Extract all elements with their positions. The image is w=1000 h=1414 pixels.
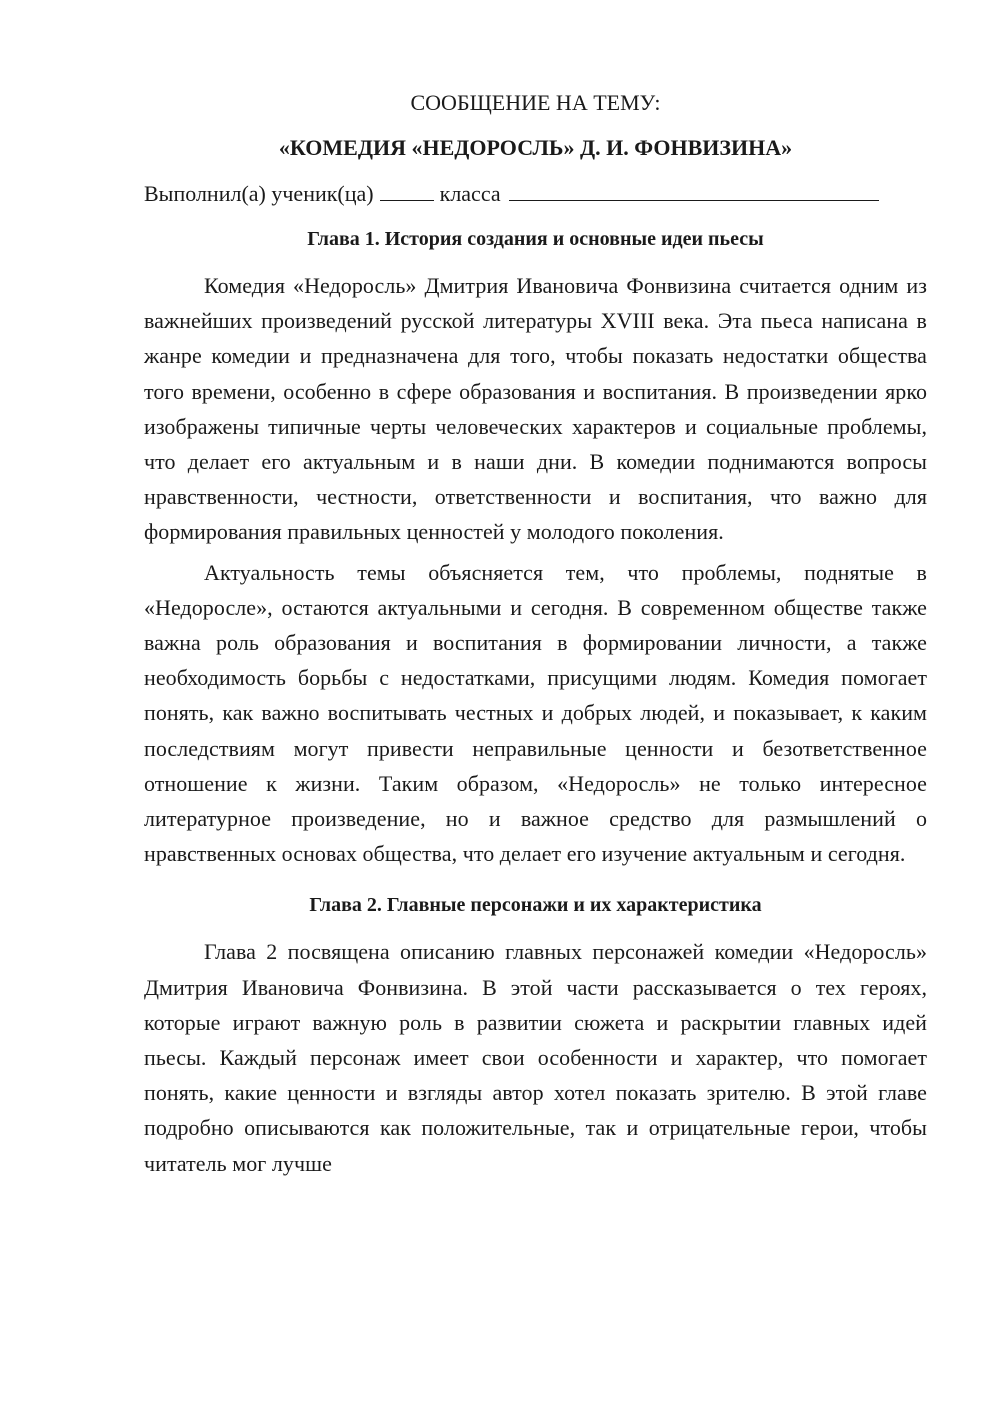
chapter-2-paragraph-1: Глава 2 посвящена описанию главных персонажей комедии «Недоросль» Дмитрия Ивановича Фонвизина. В этой части рассказывается о тех героях, которые играют важную роль в развитии сюжета и раскрытии главных идей пьесы. Каждый персонаж имеет свои особенности и характер, что помогает понять, какие ценности и взгляды автор хотел показать зрителю. В этой главе подробно описываются как положительные, так и отрицательные герои, чтобы читатель мог лучше (144, 939, 927, 1176)
author-prefix: Выполнил(а) ученик(ца) (144, 181, 374, 206)
chapter-1-paragraph-2: Актуальность темы объясняется тем, что проблемы, поднятые в «Недоросле», остаются актуальными и сегодня. В современном обществе также важна роль образования и воспитания в формировании личности, а также необходимость борьбы с недостатками, присущими людям. Комедия помогает понять, как важно воспитывать честных и добрых людей, и показывает, к каким последствиям могут привести неправильные ценности и безответственное отношение к жизни. Таким образом, «Недоросль» не только интересное литературное произведение, но и важное средство для размышлений о нравственных основах общества, что делает его изучение актуальным и сегодня. (144, 559, 927, 867)
student-name-blank (509, 180, 879, 201)
document-page (144, 90, 927, 1181)
chapter-1-paragraph-1: Комедия «Недоросль» Дмитрия Ивановича Фонвизина считается одним из важнейших произведений русской литературы XVIII века. Эта пьеса написана в жанре комедии и предназначена для того, чтобы показать недостатки общества того времени, особенно в сфере образования и воспитания. В произведении ярко изображены типичные черты человеческих характеров и социальные проблемы, что делает его актуальным и в наши дни. В комедии поднимаются вопросы нравственности, честности, ответственности и воспитания, что важно для формирования правильных ценностей у молодого поколения. (144, 273, 927, 545)
author-class-label: класса (439, 181, 501, 206)
chapter-1-heading: Глава 1. История создания и основные идеи пьесы (307, 228, 764, 250)
document-title-line-2: «КОМЕДИЯ «НЕДОРОСЛЬ» Д. И. ФОНВИЗИНА» (278, 135, 793, 160)
document-title-line-1: СООБЩЕНИЕ НА ТЕМУ: (410, 90, 661, 115)
class-number-blank (380, 180, 434, 201)
chapter-2-heading: Глава 2. Главные персонажи и их характеристика (309, 894, 762, 917)
author-line (144, 180, 927, 207)
